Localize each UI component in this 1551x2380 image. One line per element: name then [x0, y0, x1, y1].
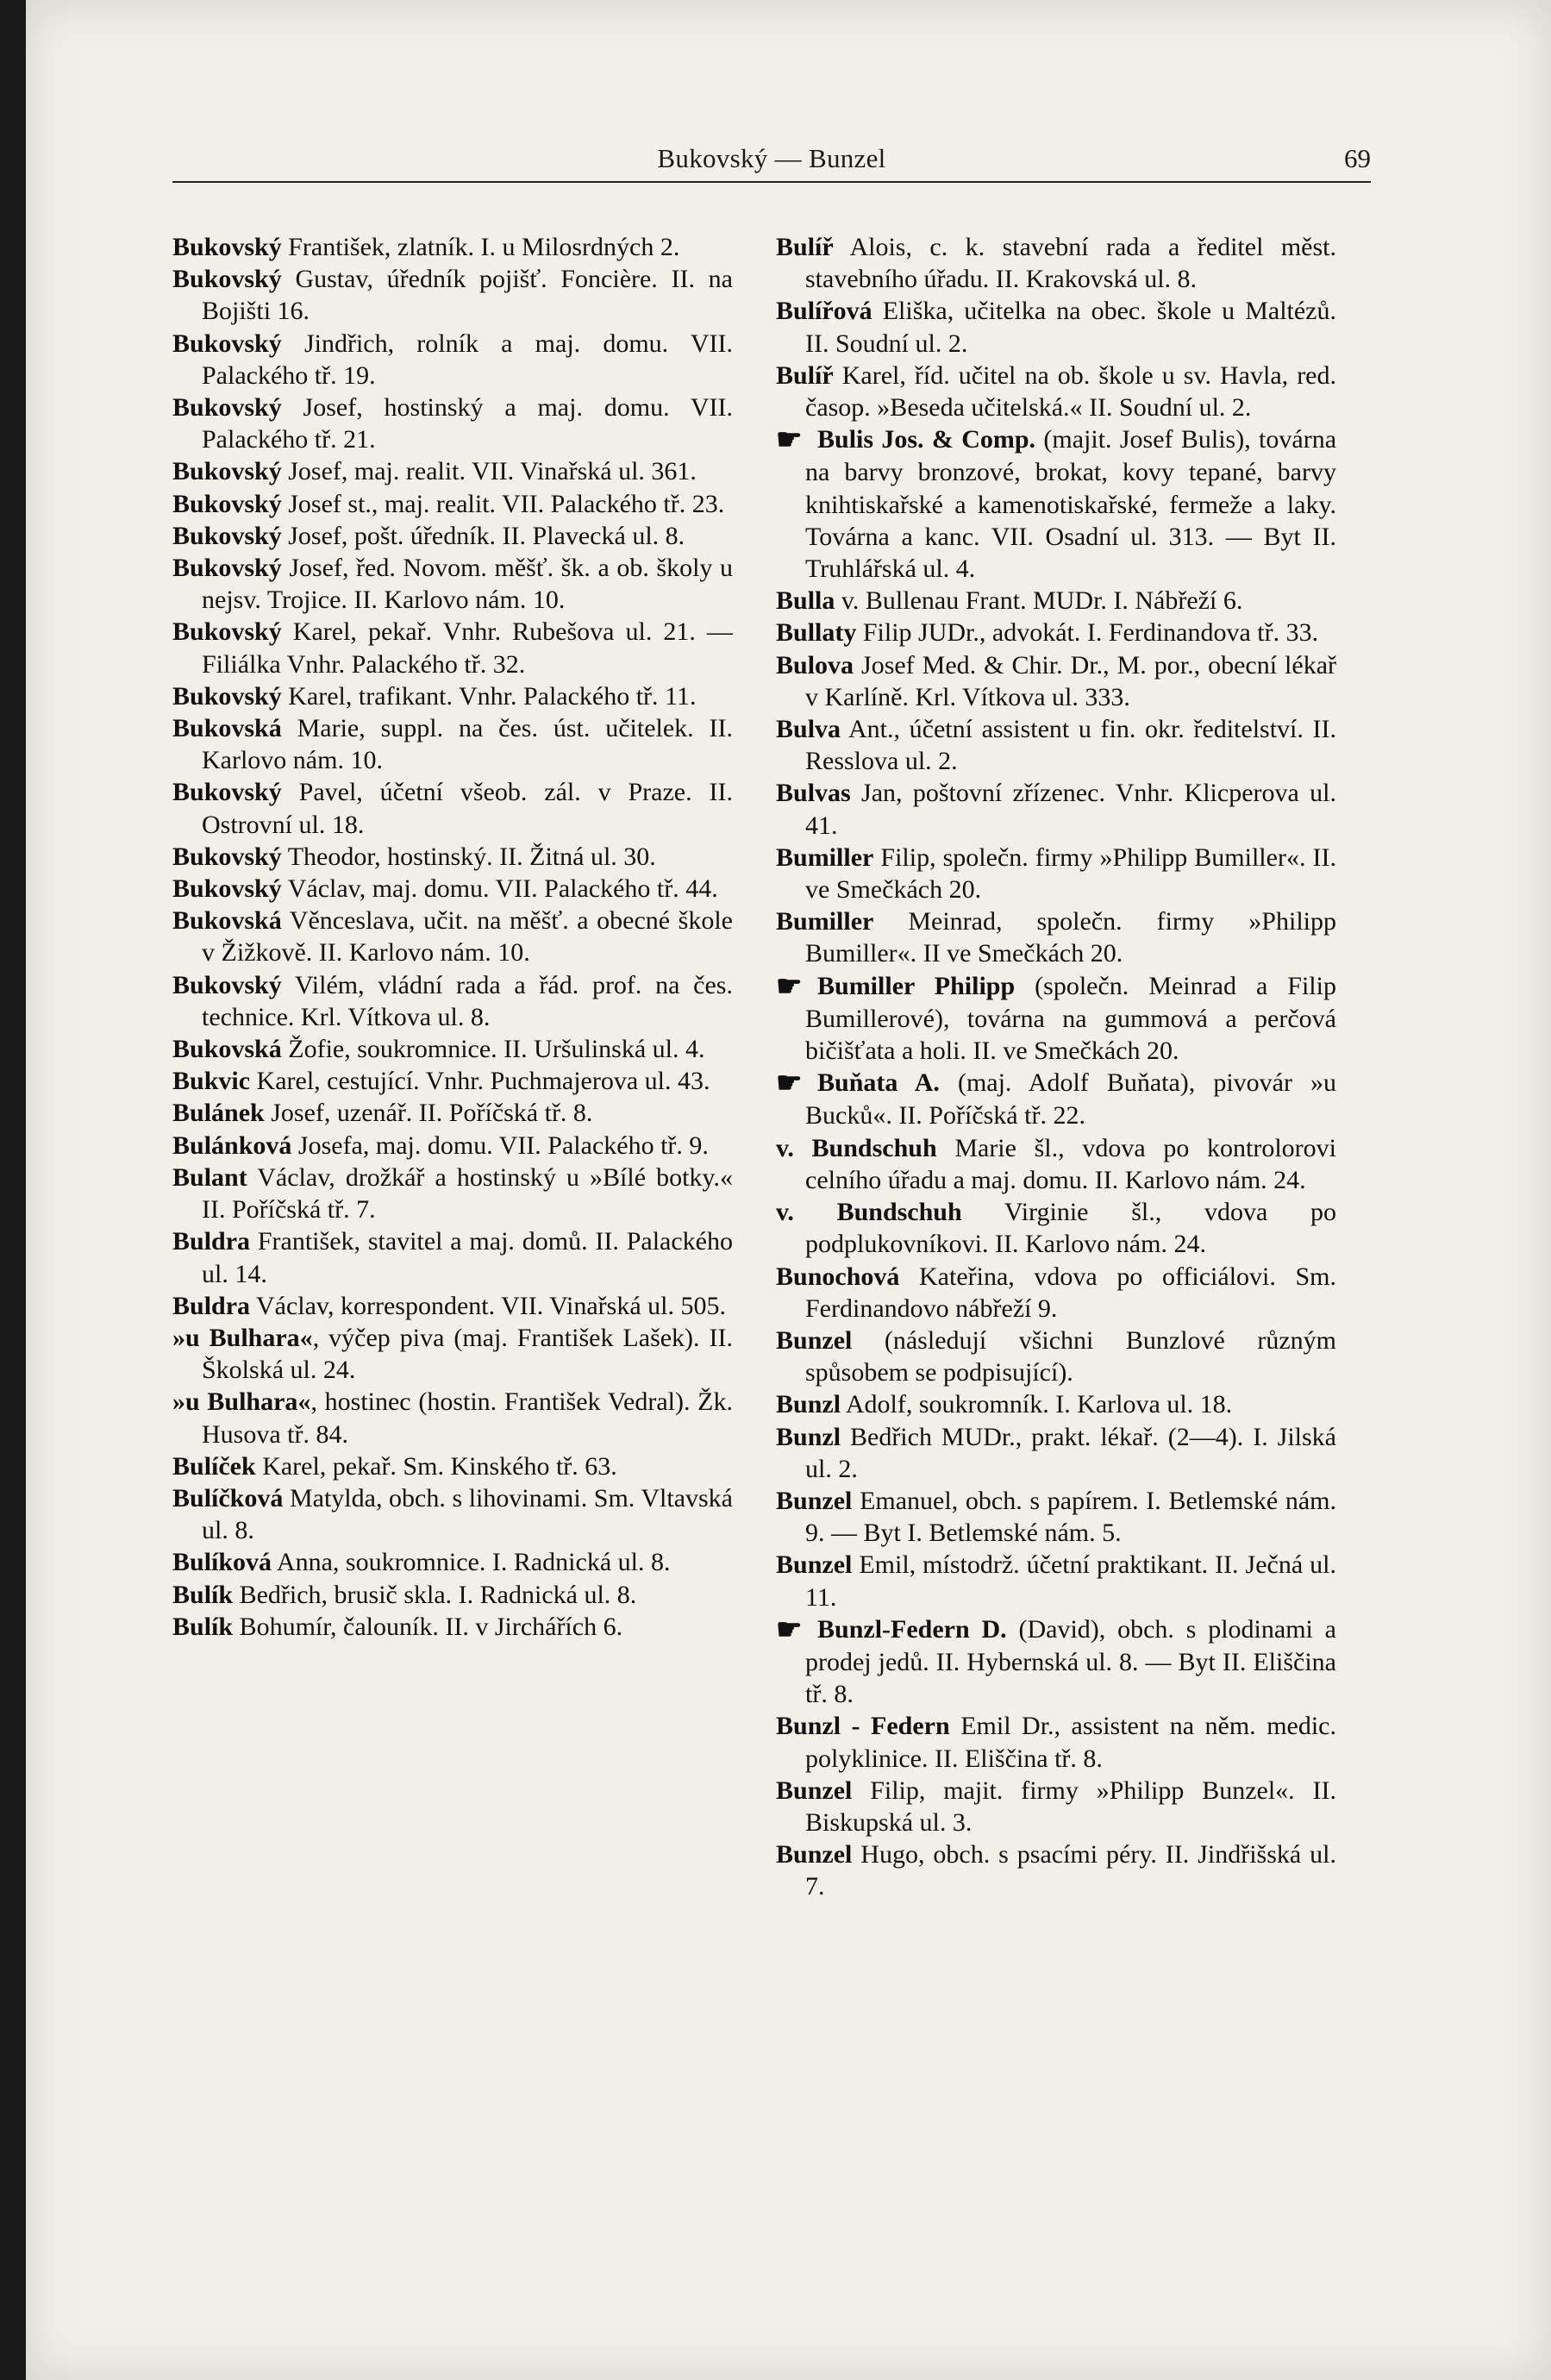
entry-name: Bukovský	[172, 457, 282, 486]
directory-entry	[776, 295, 1336, 359]
directory-entry	[172, 1033, 733, 1065]
directory-entry	[172, 552, 733, 616]
right-column	[776, 231, 1336, 1903]
entry-details: Hugo, obch. s psacími péry. II. Jindřišská ul. 7.	[805, 1840, 1336, 1901]
entry-name: Bukvic	[172, 1067, 251, 1096]
entry-name: Bunzel	[776, 1776, 853, 1805]
entry-details: Karel, pekař. Vnhr. Rubešova ul. 21. — Filiálka Vnhr. Palackého tř. 32.	[202, 617, 733, 679]
entry-name: Bunzel	[776, 1325, 853, 1355]
entry-details: (maj. Adolf Buňata), pivovár »u Bucků«. II. Poříčská tř. 22.	[805, 1068, 1336, 1130]
directory-entry	[172, 328, 733, 391]
advertised-entry	[776, 1613, 1336, 1711]
entry-name: Bulíčková	[172, 1483, 284, 1513]
entry-details: Josef Med. & Chir. Dr., M. por., obecní lékař v Karlíně. Krl. Vítkova ul. 333.	[805, 650, 1336, 711]
directory-entry	[172, 616, 733, 680]
entry-details: Theodor, hostinský. II. Žitná ul. 30.	[281, 842, 656, 871]
entry-name: Bulla	[776, 586, 835, 616]
entry-details: Emil Dr., assistent na něm. medic. polyklinice. II. Eliščina tř. 8.	[805, 1712, 1336, 1773]
entry-details: Bedřich MUDr., prakt. lékař. (2—4). I. Jilská ul. 2.	[805, 1422, 1336, 1483]
entry-details: Adolf, soukromník. I. Karlova ul. 18.	[841, 1390, 1233, 1419]
entry-details: Josef, maj. realit. VII. Vinařská ul. 361.	[281, 457, 697, 486]
entry-details: František, stavitel a maj. domů. II. Palackého ul. 14.	[202, 1227, 733, 1288]
entry-name: Bunzel	[776, 1486, 853, 1515]
entry-name: Bulířová	[776, 297, 872, 326]
entry-name: Bulva	[776, 715, 841, 744]
entry-details: Alois, c. k. stavební rada a ředitel měst. stavebního úřadu. II. Krakovská ul. 8.	[805, 233, 1336, 294]
entry-name: Bukovská	[172, 906, 282, 936]
directory-entry	[776, 842, 1336, 905]
directory-entry	[172, 455, 733, 487]
entry-name: Bunzel	[776, 1550, 853, 1580]
entry-details: Josef st., maj. realit. VII. Palackého tř. 23.	[281, 489, 725, 518]
pointing-hand-icon	[776, 1614, 817, 1646]
entry-name: Bumiller Philipp	[817, 971, 1016, 1000]
directory-entry	[172, 776, 733, 840]
entry-name: Bunzl-Federn D.	[817, 1614, 1007, 1644]
directory-entry	[776, 1196, 1336, 1260]
directory-entry	[172, 1450, 733, 1482]
directory-entry	[776, 1549, 1336, 1613]
directory-entry	[172, 712, 733, 776]
entry-name: Buldra	[172, 1291, 251, 1320]
entry-details: Anna, soukromnice. I. Radnická ul. 8.	[272, 1548, 671, 1577]
entry-name: Bukovská	[172, 1035, 282, 1064]
entry-name: Bulík	[172, 1612, 234, 1641]
left-column	[172, 231, 733, 1643]
entry-details: Filip, společn. firmy »Philipp Bumiller«. II. ve Smečkách 20.	[805, 842, 1336, 905]
directory-entry	[776, 1132, 1336, 1196]
advertised-entry	[776, 423, 1336, 585]
entry-details: (majit. Josef Bulis), továrna na barvy bronzové, brokat, kovy tepané, barvy knihtiskařské a kamenotiskařské, fermeže a laky. Továrna a kanc. VII. Osadní ul. 313. — Byt II. Truhlářská ul. 4.	[805, 425, 1337, 584]
directory-entry	[172, 1065, 733, 1097]
directory-entry	[172, 1386, 733, 1450]
entry-name: v. Bundschuh	[776, 1198, 962, 1227]
entry-details: Meinrad, společn. firmy »Philipp Bumiller«. II ve Smečkách 20.	[805, 907, 1336, 968]
directory-entry	[776, 1485, 1336, 1549]
entry-details: Emanuel, obch. s papírem. I. Betlemské nám. 9. — Byt I. Betlemské nám. 5.	[805, 1486, 1336, 1548]
directory-entry	[172, 1097, 733, 1129]
entry-name: »u Bulhara«	[172, 1387, 311, 1417]
directory-entry	[172, 680, 733, 712]
directory-entry	[776, 617, 1336, 648]
entry-name: Bukovský	[172, 489, 282, 518]
entry-name: Bulánková	[172, 1130, 292, 1160]
entry-details: Karel, trafikant. Vnhr. Palackého tř. 11.	[281, 681, 697, 711]
entry-name: Bulis Jos. & Comp.	[817, 425, 1036, 454]
entry-name: »u Bulhara«	[172, 1323, 313, 1352]
entry-details: Josefa, maj. domu. VII. Palackého tř. 9.	[291, 1130, 709, 1160]
directory-entry	[172, 1546, 733, 1578]
entry-name: Bukovský	[172, 681, 282, 711]
entry-details: Václav, korrespondent. VII. Vinařská ul. 505.	[250, 1291, 726, 1320]
pointing-hand-icon	[776, 1068, 817, 1099]
directory-entry	[172, 905, 733, 968]
entry-name: Bulant	[172, 1162, 247, 1192]
directory-entry	[776, 1261, 1336, 1325]
entry-details: Marie, suppl. na čes. úst. učitelek. II. Karlovo nám. 10.	[202, 714, 733, 775]
entry-details: Karel, pekař. Sm. Kinského tř. 63.	[255, 1451, 617, 1481]
entry-name: Bulík	[172, 1580, 234, 1609]
directory-entry	[172, 488, 733, 520]
entry-name: Bulova	[776, 650, 854, 680]
entry-name: Bunzl - Federn	[776, 1712, 950, 1741]
entry-details: Josef, hostinský a maj. domu. VII. Palackého tř. 21.	[202, 393, 733, 454]
directory-entry	[172, 841, 733, 873]
entry-name: Bukovský	[172, 265, 282, 294]
entry-name: Bunzl	[776, 1390, 841, 1419]
entry-name: Bukovský	[172, 842, 282, 871]
entry-name: Bukovský	[172, 329, 282, 358]
page-header	[172, 129, 1371, 183]
directory-entry	[776, 231, 1336, 295]
directory-entry	[776, 713, 1336, 777]
entry-details: Karel, říd. učitel na ob. škole u sv. Havla, red. časop. »Beseda učitelská.« II. Soudní ul. 2.	[805, 360, 1336, 423]
directory-entry	[172, 520, 733, 552]
entry-details: Kateřina, vdova po officiálovi. Sm. Ferdinandovo nábřeží 9.	[805, 1262, 1336, 1323]
directory-entry	[776, 777, 1336, 841]
directory-entry	[172, 873, 733, 905]
entry-details: Josef, uzenář. II. Poříčská tř. 8.	[264, 1099, 593, 1128]
directory-entry	[172, 1322, 733, 1386]
directory-entry	[776, 360, 1336, 423]
directory-page	[26, 0, 1551, 2380]
entry-details: , výčep piva (maj. František Lašek). II. Školská ul. 24.	[202, 1323, 733, 1385]
entry-details: v. Bullenau Frant. MUDr. I. Nábřeží 6.	[835, 586, 1243, 616]
entry-details: František, zlatník. I. u Milosrdných 2.	[281, 233, 680, 261]
entry-name: Bulíř	[776, 233, 834, 261]
entry-details: Josef, řed. Novom. měšť. šk. a ob. školy u nejsv. Trojice. II. Karlovo nám. 10.	[202, 554, 733, 615]
entry-details: (společn. Meinrad a Filip Bumillerové), továrna na gummová a perčová bičišťata a holi. II. ve Smečkách 20.	[805, 971, 1336, 1066]
entry-details: Václav, maj. domu. VII. Palackého tř. 44.	[281, 874, 718, 904]
advertised-entry	[776, 1067, 1336, 1131]
directory-entry	[776, 1388, 1336, 1420]
entry-details: Věnceslava, učit. na měšť. a obecné škole v Žižkově. II. Karlovo nám. 10.	[202, 906, 733, 968]
directory-entry	[172, 1482, 733, 1546]
directory-entry	[172, 1290, 733, 1322]
entry-details: Matylda, obch. s lihovinami. Sm. Vltavská ul. 8.	[202, 1483, 733, 1545]
entry-name: Bulvas	[776, 779, 851, 808]
page-number: 69	[1344, 143, 1371, 173]
directory-entry	[172, 1225, 733, 1289]
entry-name: Bukovský	[172, 233, 282, 261]
entry-name: Bukovská	[172, 714, 282, 743]
entry-name: Bukovský	[172, 778, 282, 807]
directory-entry	[172, 969, 733, 1033]
entry-details: Vilém, vládní rada a řád. prof. na čes. technice. Krl. Vítkova ul. 8.	[202, 970, 733, 1031]
entry-details: Filip JUDr., advokát. I. Ferdinandova tř. 33.	[856, 618, 1319, 648]
entry-details: (David), obch. s plodinami a prodej jedů. II. Hybernská ul. 8. — Byt II. Eliščina tř. 8.	[805, 1614, 1337, 1709]
entry-name: Bukovský	[172, 521, 282, 550]
directory-entry	[172, 231, 733, 263]
entry-details: Karel, cestující. Vnhr. Puchmajerova ul. 43.	[250, 1067, 710, 1096]
advertised-entry	[776, 970, 1336, 1068]
entry-details: Pavel, účetní všeob. zál. v Praze. II. Ostrovní ul. 18.	[202, 778, 733, 839]
entry-name: Bukovský	[172, 554, 282, 583]
entry-details: (následují všichni Bunzlové různým spůsobem se podpisující).	[805, 1325, 1336, 1387]
entry-details: Eliška, učitelka na obec. škole u Maltézů. II. Soudní ul. 2.	[805, 297, 1336, 358]
pointing-hand-icon	[776, 424, 817, 456]
pointing-hand-icon	[776, 971, 817, 1003]
entry-name: Bukovský	[172, 617, 282, 647]
entry-name: Bukovský	[172, 393, 282, 423]
entry-details: , hostinec (hostin. František Vedral). Žk. Husova tř. 84.	[202, 1387, 734, 1449]
directory-entry	[776, 1775, 1336, 1838]
directory-entry	[776, 585, 1336, 617]
entry-name: Bumiller	[776, 907, 874, 936]
directory-entry	[172, 1162, 733, 1225]
directory-entry	[172, 391, 733, 455]
entry-name: Bumiller	[776, 842, 874, 872]
entry-details: Bedřich, brusič skla. I. Radnická ul. 8.	[233, 1580, 637, 1609]
entry-details: Žofie, soukromnice. II. Uršulinská ul. 4.	[281, 1035, 705, 1064]
entry-details: Emil, místodrž. účetní praktikant. II. Ječná ul. 11.	[805, 1550, 1336, 1612]
entry-name: Buldra	[172, 1227, 251, 1256]
entry-name: Bulánek	[172, 1099, 265, 1128]
running-title: Bukovský — Bunzel	[657, 143, 886, 173]
entry-name: Bulíř	[776, 360, 834, 390]
entry-details: Bohumír, čalouník. II. v Jirchářích 6.	[233, 1612, 623, 1641]
entry-name: Bukovský	[172, 970, 282, 999]
entry-details: Virginie šl., vdova po podplukovníkovi. II. Karlovo nám. 24.	[805, 1198, 1337, 1259]
entry-name: Bulíková	[172, 1548, 272, 1577]
directory-entry	[776, 905, 1336, 969]
entry-name: Bulíček	[172, 1451, 256, 1481]
directory-entry	[172, 1130, 733, 1162]
directory-entry	[172, 263, 733, 327]
directory-entry	[776, 1421, 1336, 1485]
entry-details: Marie šl., vdova po kontrolorovi celního úřadu a maj. domu. II. Karlovo nám. 24.	[805, 1133, 1336, 1194]
directory-entry	[776, 649, 1336, 713]
directory-entry	[776, 1325, 1336, 1388]
directory-entry	[172, 1611, 733, 1643]
entry-details: Josef, pošt. úředník. II. Plavecká ul. 8.	[281, 521, 685, 550]
entry-details: Jindřich, rolník a maj. domu. VII. Palackého tř. 19.	[202, 329, 733, 390]
entry-details: Filip, majit. firmy »Philipp Bunzel«. II. Biskupská ul. 3.	[805, 1776, 1336, 1837]
entry-details: Václav, drožkář a hostinský u »Bílé botky.« II. Poříčská tř. 7.	[202, 1162, 733, 1224]
entry-name: Bunochová	[776, 1262, 900, 1291]
directory-entry	[776, 1838, 1336, 1902]
entry-name: Buňata A.	[817, 1068, 940, 1098]
entry-details: Jan, poštovní zřízenec. Vnhr. Klicperova ul. 41.	[805, 779, 1336, 840]
entry-details: Gustav, úředník pojišť. Foncière. II. na Bojišti 16.	[202, 265, 733, 326]
entry-name: Bunzel	[776, 1840, 853, 1870]
entry-name: Bullaty	[776, 618, 857, 648]
entry-name: v. Bundschuh	[776, 1133, 937, 1162]
entry-name: Bunzl	[776, 1422, 841, 1451]
entry-name: Bukovský	[172, 874, 282, 904]
directory-entry	[776, 1710, 1336, 1774]
entry-details: Ant., účetní assistent u fin. okr. ředitelství. II. Resslova ul. 2.	[805, 715, 1336, 776]
directory-entry	[172, 1579, 733, 1611]
